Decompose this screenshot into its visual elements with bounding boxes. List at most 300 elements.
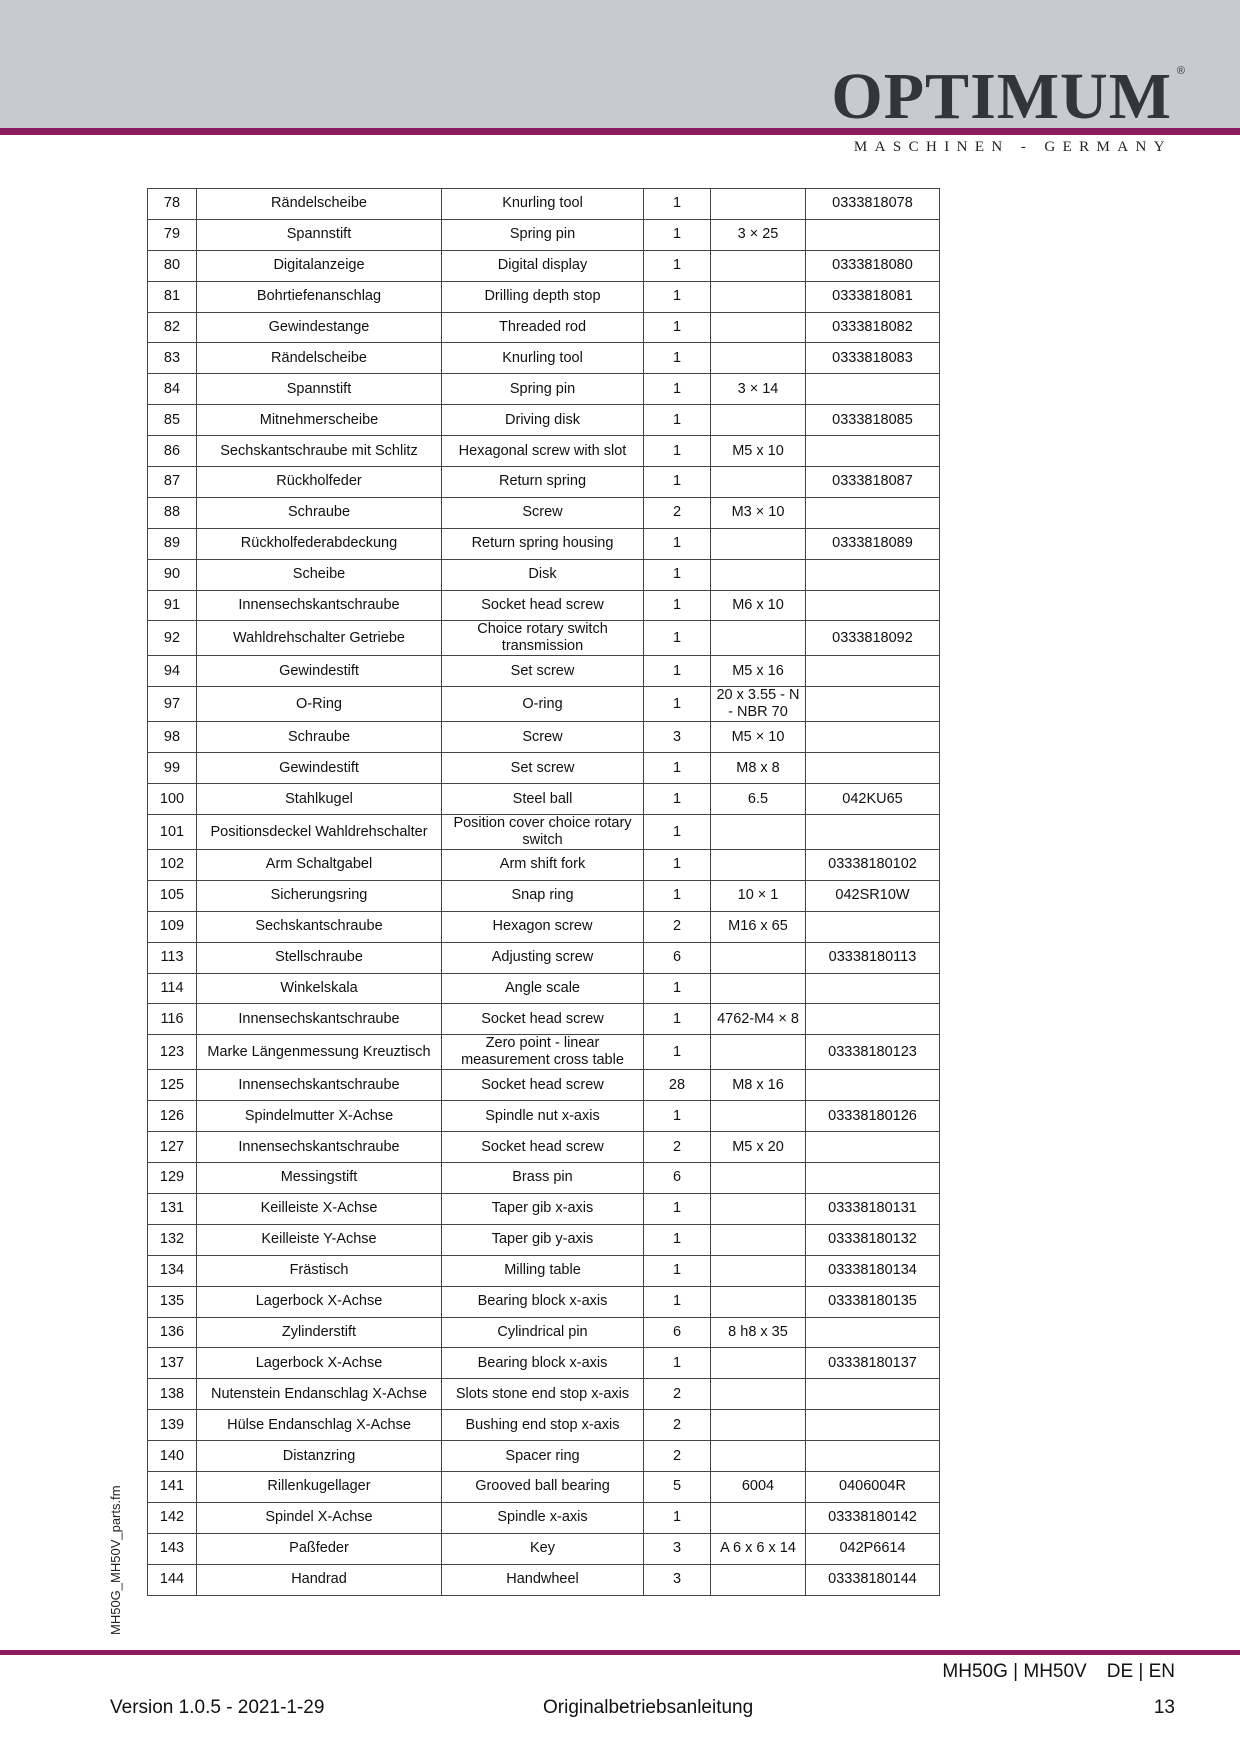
size-cell: M3 × 10 [711, 497, 806, 528]
quantity-cell: 1 [644, 312, 711, 343]
file-name-label: MH50G_MH50V_parts.fm [108, 1485, 123, 1635]
table-row [148, 722, 940, 753]
footer-accent-line [0, 1650, 1240, 1655]
table-row [148, 312, 940, 343]
part-number-cell: 79 [148, 219, 197, 250]
german-name-cell: Spindelmutter X-Achse [197, 1101, 442, 1132]
size-cell: M5 x 10 [711, 436, 806, 467]
size-cell: 8 h8 x 35 [711, 1317, 806, 1348]
table-row [148, 973, 940, 1004]
item-number-cell: 0333818087 [806, 467, 940, 498]
german-name-cell: Rändelscheibe [197, 189, 442, 220]
part-number-cell: 123 [148, 1035, 197, 1070]
item-number-cell [806, 1379, 940, 1410]
table-row [148, 467, 940, 498]
german-name-cell: Bohrtiefenanschlag [197, 281, 442, 312]
german-name-cell: Keilleiste X-Achse [197, 1193, 442, 1224]
quantity-cell: 6 [644, 1317, 711, 1348]
part-number-cell: 99 [148, 753, 197, 784]
table-row [148, 1471, 940, 1502]
german-name-cell: Arm Schaltgabel [197, 850, 442, 881]
german-name-cell: Mitnehmerscheibe [197, 405, 442, 436]
part-number-cell: 90 [148, 559, 197, 590]
english-name-cell: Angle scale [442, 973, 644, 1004]
english-name-cell: Knurling tool [442, 343, 644, 374]
size-cell [711, 1348, 806, 1379]
quantity-cell: 1 [644, 281, 711, 312]
quantity-cell: 1 [644, 1224, 711, 1255]
german-name-cell: Nutenstein Endanschlag X-Achse [197, 1379, 442, 1410]
part-number-cell: 137 [148, 1348, 197, 1379]
part-number-cell: 135 [148, 1286, 197, 1317]
english-name-cell: Set screw [442, 656, 644, 687]
quantity-cell: 2 [644, 911, 711, 942]
table-row [148, 1286, 940, 1317]
english-name-cell: Spacer ring [442, 1441, 644, 1472]
size-cell: M16 x 65 [711, 911, 806, 942]
table-row [148, 250, 940, 281]
quantity-cell: 1 [644, 1286, 711, 1317]
english-name-cell: Choice rotary switch transmission [442, 621, 644, 656]
item-number-cell: 03338180144 [806, 1564, 940, 1595]
part-number-cell: 142 [148, 1502, 197, 1533]
size-cell: M8 x 8 [711, 753, 806, 784]
quantity-cell: 2 [644, 1132, 711, 1163]
english-name-cell: Taper gib y-axis [442, 1224, 644, 1255]
table-row [148, 436, 940, 467]
table-row [148, 687, 940, 722]
item-number-cell [806, 590, 940, 621]
registered-mark: ® [1176, 65, 1186, 77]
size-cell [711, 1224, 806, 1255]
quantity-cell: 28 [644, 1070, 711, 1101]
page-number: 13 [1153, 1697, 1175, 1718]
table-row [148, 621, 940, 656]
item-number-cell [806, 911, 940, 942]
part-number-cell: 88 [148, 497, 197, 528]
size-cell: 20 x 3.55 - N - NBR 70 [711, 687, 806, 722]
part-number-cell: 97 [148, 687, 197, 722]
quantity-cell: 1 [644, 1004, 711, 1035]
size-cell [711, 1379, 806, 1410]
english-name-cell: Hexagonal screw with slot [442, 436, 644, 467]
quantity-cell: 3 [644, 722, 711, 753]
part-number-cell: 105 [148, 880, 197, 911]
item-number-cell [806, 753, 940, 784]
english-name-cell: Taper gib x-axis [442, 1193, 644, 1224]
item-number-cell: 0333818081 [806, 281, 940, 312]
german-name-cell: Innensechskantschraube [197, 1132, 442, 1163]
quantity-cell: 1 [644, 467, 711, 498]
size-cell: M5 × 10 [711, 722, 806, 753]
table-row [148, 1410, 940, 1441]
item-number-cell [806, 436, 940, 467]
parts-table-body [148, 189, 940, 1596]
english-name-cell: Threaded rod [442, 312, 644, 343]
item-number-cell [806, 1441, 940, 1472]
english-name-cell: Steel ball [442, 784, 644, 815]
table-row [148, 528, 940, 559]
english-name-cell: Disk [442, 559, 644, 590]
table-row [148, 1317, 940, 1348]
quantity-cell: 5 [644, 1471, 711, 1502]
german-name-cell: Winkelskala [197, 973, 442, 1004]
quantity-cell: 1 [644, 784, 711, 815]
english-name-cell: Drilling depth stop [442, 281, 644, 312]
part-number-cell: 80 [148, 250, 197, 281]
quantity-cell: 1 [644, 656, 711, 687]
english-name-cell: Key [442, 1533, 644, 1564]
quantity-cell: 1 [644, 687, 711, 722]
german-name-cell: Gewindestange [197, 312, 442, 343]
german-name-cell: Frästisch [197, 1255, 442, 1286]
german-name-cell: Stahlkugel [197, 784, 442, 815]
size-cell: 6004 [711, 1471, 806, 1502]
part-number-cell: 143 [148, 1533, 197, 1564]
item-number-cell: 03338180142 [806, 1502, 940, 1533]
english-name-cell: Adjusting screw [442, 942, 644, 973]
table-row [148, 1502, 940, 1533]
item-number-cell [806, 1163, 940, 1194]
table-row [148, 911, 940, 942]
english-name-cell: Bearing block x-axis [442, 1348, 644, 1379]
german-name-cell: Scheibe [197, 559, 442, 590]
english-name-cell: Spring pin [442, 219, 644, 250]
english-name-cell: Socket head screw [442, 1132, 644, 1163]
item-number-cell: 03338180123 [806, 1035, 940, 1070]
german-name-cell: Innensechskantschraube [197, 1004, 442, 1035]
german-name-cell: Digitalanzeige [197, 250, 442, 281]
size-cell [711, 405, 806, 436]
part-number-cell: 139 [148, 1410, 197, 1441]
quantity-cell: 1 [644, 973, 711, 1004]
english-name-cell: Brass pin [442, 1163, 644, 1194]
part-number-cell: 129 [148, 1163, 197, 1194]
table-row [148, 1101, 940, 1132]
german-name-cell: Spannstift [197, 374, 442, 405]
logo-text: OPTIMUM [831, 60, 1172, 133]
item-number-cell: 042SR10W [806, 880, 940, 911]
item-number-cell [806, 219, 940, 250]
german-name-cell: Gewindestift [197, 656, 442, 687]
item-number-cell [806, 1070, 940, 1101]
quantity-cell: 1 [644, 1502, 711, 1533]
table-row [148, 374, 940, 405]
item-number-cell [806, 1317, 940, 1348]
english-name-cell: Digital display [442, 250, 644, 281]
german-name-cell: Schraube [197, 497, 442, 528]
quantity-cell: 1 [644, 880, 711, 911]
table-row [148, 497, 940, 528]
table-row [148, 1441, 940, 1472]
item-number-cell: 042KU65 [806, 784, 940, 815]
quantity-cell: 1 [644, 343, 711, 374]
table-row [148, 850, 940, 881]
item-number-cell [806, 374, 940, 405]
item-number-cell [806, 656, 940, 687]
english-name-cell: Spindle x-axis [442, 1502, 644, 1533]
quantity-cell: 1 [644, 621, 711, 656]
german-name-cell: Sicherungsring [197, 880, 442, 911]
table-row [148, 1035, 940, 1070]
german-name-cell: Sechskantschraube [197, 911, 442, 942]
table-row [148, 1533, 940, 1564]
table-row [148, 219, 940, 250]
english-name-cell: Bushing end stop x-axis [442, 1410, 644, 1441]
german-name-cell: Sechskantschraube mit Schlitz [197, 436, 442, 467]
english-name-cell: Return spring [442, 467, 644, 498]
size-cell [711, 559, 806, 590]
table-row [148, 753, 940, 784]
size-cell: M8 x 16 [711, 1070, 806, 1101]
item-number-cell [806, 722, 940, 753]
quantity-cell: 1 [644, 528, 711, 559]
part-number-cell: 91 [148, 590, 197, 621]
size-cell [711, 1255, 806, 1286]
item-number-cell: 0333818085 [806, 405, 940, 436]
size-cell [711, 1193, 806, 1224]
table-row [148, 1564, 940, 1595]
table-row [148, 1193, 940, 1224]
part-number-cell: 140 [148, 1441, 197, 1472]
english-name-cell: Set screw [442, 753, 644, 784]
german-name-cell: Rillenkugellager [197, 1471, 442, 1502]
part-number-cell: 116 [148, 1004, 197, 1035]
item-number-cell [806, 1132, 940, 1163]
german-name-cell: Spindel X-Achse [197, 1502, 442, 1533]
quantity-cell: 1 [644, 753, 711, 784]
part-number-cell: 109 [148, 911, 197, 942]
part-number-cell: 83 [148, 343, 197, 374]
table-row [148, 1004, 940, 1035]
size-cell: 10 × 1 [711, 880, 806, 911]
part-number-cell: 85 [148, 405, 197, 436]
part-number-cell: 132 [148, 1224, 197, 1255]
size-cell: 6.5 [711, 784, 806, 815]
english-name-cell: Spring pin [442, 374, 644, 405]
table-row [148, 343, 940, 374]
item-number-cell [806, 559, 940, 590]
quantity-cell: 1 [644, 250, 711, 281]
quantity-cell: 3 [644, 1564, 711, 1595]
item-number-cell [806, 815, 940, 850]
english-name-cell: Slots stone end stop x-axis [442, 1379, 644, 1410]
item-number-cell: 042P6614 [806, 1533, 940, 1564]
item-number-cell [806, 1004, 940, 1035]
item-number-cell: 0406004R [806, 1471, 940, 1502]
size-cell [711, 281, 806, 312]
english-name-cell: Knurling tool [442, 189, 644, 220]
part-number-cell: 125 [148, 1070, 197, 1101]
part-number-cell: 136 [148, 1317, 197, 1348]
quantity-cell: 1 [644, 219, 711, 250]
item-number-cell: 03338180134 [806, 1255, 940, 1286]
size-cell: 3 × 25 [711, 219, 806, 250]
part-number-cell: 113 [148, 942, 197, 973]
size-cell [711, 467, 806, 498]
part-number-cell: 144 [148, 1564, 197, 1595]
quantity-cell: 6 [644, 1163, 711, 1194]
size-cell [711, 1035, 806, 1070]
german-name-cell: Distanzring [197, 1441, 442, 1472]
table-row [148, 815, 940, 850]
item-number-cell: 03338180135 [806, 1286, 940, 1317]
item-number-cell [806, 687, 940, 722]
german-name-cell: O-Ring [197, 687, 442, 722]
english-name-cell: Socket head screw [442, 1004, 644, 1035]
parts-table [147, 188, 940, 1596]
size-cell: A 6 x 6 x 14 [711, 1533, 806, 1564]
table-row [148, 880, 940, 911]
english-name-cell: Position cover choice rotary switch [442, 815, 644, 850]
item-number-cell [806, 973, 940, 1004]
item-number-cell: 0333818083 [806, 343, 940, 374]
quantity-cell: 2 [644, 497, 711, 528]
quantity-cell: 1 [644, 815, 711, 850]
quantity-cell: 1 [644, 1255, 711, 1286]
english-name-cell: Screw [442, 722, 644, 753]
english-name-cell: Hexagon screw [442, 911, 644, 942]
english-name-cell: O-ring [442, 687, 644, 722]
table-row [148, 1255, 940, 1286]
quantity-cell: 1 [644, 436, 711, 467]
size-cell [711, 1502, 806, 1533]
quantity-cell: 2 [644, 1379, 711, 1410]
german-name-cell: Wahldrehschalter Getriebe [197, 621, 442, 656]
english-name-cell: Spindle nut x-axis [442, 1101, 644, 1132]
logo-tagline: MASCHINEN - GERMANY [853, 139, 1172, 155]
size-cell [711, 1441, 806, 1472]
quantity-cell: 1 [644, 189, 711, 220]
english-name-cell: Zero point - linear measurement cross table [442, 1035, 644, 1070]
german-name-cell: Spannstift [197, 219, 442, 250]
english-name-cell: Socket head screw [442, 590, 644, 621]
size-cell [711, 1286, 806, 1317]
english-name-cell: Handwheel [442, 1564, 644, 1595]
quantity-cell: 2 [644, 1410, 711, 1441]
english-name-cell: Cylindrical pin [442, 1317, 644, 1348]
size-cell [711, 621, 806, 656]
german-name-cell: Zylinderstift [197, 1317, 442, 1348]
size-cell [711, 1410, 806, 1441]
part-number-cell: 78 [148, 189, 197, 220]
size-cell [711, 312, 806, 343]
german-name-cell: Handrad [197, 1564, 442, 1595]
quantity-cell: 3 [644, 1533, 711, 1564]
item-number-cell: 03338180131 [806, 1193, 940, 1224]
part-number-cell: 82 [148, 312, 197, 343]
german-name-cell: Messingstift [197, 1163, 442, 1194]
size-cell [711, 815, 806, 850]
footer-model-info [942, 1661, 1175, 1683]
table-row [148, 1070, 940, 1101]
size-cell: 4762-M4 × 8 [711, 1004, 806, 1035]
german-name-cell: Hülse Endanschlag X-Achse [197, 1410, 442, 1441]
size-cell [711, 189, 806, 220]
quantity-cell: 6 [644, 942, 711, 973]
table-row [148, 559, 940, 590]
item-number-cell: 03338180137 [806, 1348, 940, 1379]
english-name-cell: Arm shift fork [442, 850, 644, 881]
german-name-cell: Lagerbock X-Achse [197, 1348, 442, 1379]
german-name-cell: Rändelscheibe [197, 343, 442, 374]
part-number-cell: 89 [148, 528, 197, 559]
item-number-cell: 0333818089 [806, 528, 940, 559]
item-number-cell: 0333818078 [806, 189, 940, 220]
model-name: MH50G | MH50V [942, 1661, 1087, 1682]
size-cell [711, 528, 806, 559]
item-number-cell: 03338180113 [806, 942, 940, 973]
table-row [148, 1132, 940, 1163]
part-number-cell: 141 [148, 1471, 197, 1502]
german-name-cell: Stellschraube [197, 942, 442, 973]
german-name-cell: Lagerbock X-Achse [197, 1286, 442, 1317]
part-number-cell: 100 [148, 784, 197, 815]
english-name-cell: Bearing block x-axis [442, 1286, 644, 1317]
german-name-cell: Keilleiste Y-Achse [197, 1224, 442, 1255]
part-number-cell: 101 [148, 815, 197, 850]
table-row [148, 405, 940, 436]
english-name-cell: Return spring housing [442, 528, 644, 559]
item-number-cell [806, 1410, 940, 1441]
item-number-cell: 03338180126 [806, 1101, 940, 1132]
german-name-cell: Gewindestift [197, 753, 442, 784]
size-cell [711, 1101, 806, 1132]
size-cell [711, 973, 806, 1004]
quantity-cell: 2 [644, 1441, 711, 1472]
item-number-cell: 03338180132 [806, 1224, 940, 1255]
english-name-cell: Driving disk [442, 405, 644, 436]
table-row [148, 590, 940, 621]
part-number-cell: 94 [148, 656, 197, 687]
part-number-cell: 138 [148, 1379, 197, 1410]
german-name-cell: Schraube [197, 722, 442, 753]
german-name-cell: Innensechskantschraube [197, 1070, 442, 1101]
part-number-cell: 114 [148, 973, 197, 1004]
english-name-cell: Grooved ball bearing [442, 1471, 644, 1502]
document-title: Originalbetriebsanleitung [543, 1697, 754, 1718]
document-version: Version 1.0.5 - 2021-1-29 [110, 1697, 325, 1718]
size-cell [711, 942, 806, 973]
size-cell: M6 x 10 [711, 590, 806, 621]
german-name-cell: Innensechskantschraube [197, 590, 442, 621]
part-number-cell: 86 [148, 436, 197, 467]
english-name-cell: Socket head screw [442, 1070, 644, 1101]
size-cell [711, 1564, 806, 1595]
size-cell [711, 1163, 806, 1194]
german-name-cell: Rückholfederabdeckung [197, 528, 442, 559]
item-number-cell: 0333818080 [806, 250, 940, 281]
german-name-cell: Rückholfeder [197, 467, 442, 498]
part-number-cell: 84 [148, 374, 197, 405]
part-number-cell: 102 [148, 850, 197, 881]
part-number-cell: 92 [148, 621, 197, 656]
quantity-cell: 1 [644, 850, 711, 881]
item-number-cell: 0333818082 [806, 312, 940, 343]
quantity-cell: 1 [644, 1193, 711, 1224]
size-cell [711, 343, 806, 374]
table-row [148, 656, 940, 687]
german-name-cell: Marke Längenmessung Kreuztisch [197, 1035, 442, 1070]
quantity-cell: 1 [644, 405, 711, 436]
size-cell: M5 x 20 [711, 1132, 806, 1163]
quantity-cell: 1 [644, 1035, 711, 1070]
table-row [148, 1224, 940, 1255]
table-row [148, 942, 940, 973]
item-number-cell: 03338180102 [806, 850, 940, 881]
part-number-cell: 126 [148, 1101, 197, 1132]
part-number-cell: 127 [148, 1132, 197, 1163]
